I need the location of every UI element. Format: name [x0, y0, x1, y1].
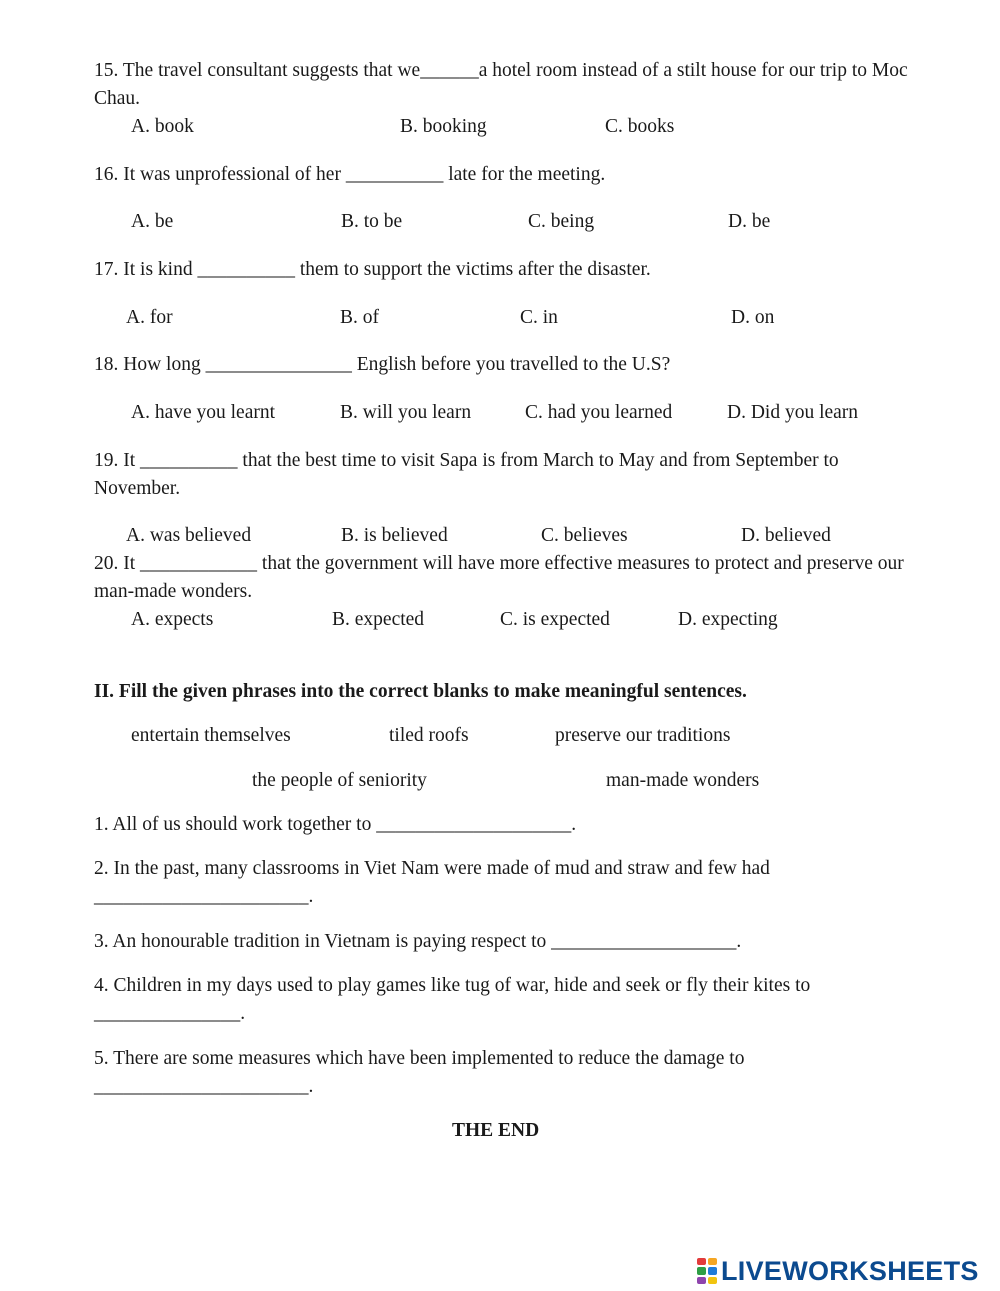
- section-2-heading: II. Fill the given phrases into the correct blanks to make meaningful sentences.: [94, 681, 747, 702]
- question-18-option-a: A. have you learnt: [131, 402, 276, 423]
- question-15-option-b: B. booking: [400, 116, 487, 137]
- question-19-text: 19. It __________ that the best time to visit Sapa is from March to May and from September to November.: [94, 450, 839, 499]
- sentence-3: 3. An honourable tradition in Vietnam is paying respect to ___________________.: [94, 931, 742, 952]
- sentence-1: 1. All of us should work together to ____________________.: [94, 814, 577, 835]
- question-19-option-a: A. was believed: [126, 525, 252, 546]
- question-19-option-b: B. is believed: [341, 525, 448, 546]
- question-17-option-a: A. for: [126, 307, 173, 328]
- liveworksheets-logo[interactable]: [697, 1256, 979, 1286]
- question-17-option-c: C. in: [520, 307, 558, 328]
- question-17-option-d: D. on: [731, 307, 775, 328]
- question-20-option-c: C. is expected: [500, 609, 610, 630]
- logo-square: [708, 1277, 717, 1284]
- the-end-label: THE END: [452, 1120, 540, 1141]
- question-18-option-c: C. had you learned: [525, 402, 673, 423]
- logo-square: [708, 1267, 717, 1274]
- question-17-option-b: B. of: [340, 307, 379, 328]
- question-18-option-b: B. will you learn: [340, 402, 472, 423]
- question-19-option-d: D. believed: [741, 525, 831, 546]
- question-20-option-b: B. expected: [332, 609, 425, 630]
- phrase-man-made-wonders: man-made wonders: [606, 770, 760, 791]
- question-16-option-b: B. to be: [341, 211, 403, 232]
- phrase-entertain-themselves: entertain themselves: [131, 725, 291, 746]
- question-19-option-c: C. believes: [541, 525, 628, 546]
- question-15-text: 15. The travel consultant suggests that we______a hotel room instead of a stilt house for our trip to Moc Chau.: [94, 60, 908, 109]
- logo-square: [697, 1277, 706, 1284]
- sentence-5: 5. There are some measures which have been implemented to reduce the damage to ______________________.: [94, 1048, 745, 1097]
- logo-square: [697, 1258, 706, 1265]
- sentence-4: 4. Children in my days used to play games like tug of war, hide and seek or fly their kites to _______________.: [94, 975, 811, 1024]
- question-16-option-c: C. being: [528, 211, 595, 232]
- phrase-preserve-our-traditions: preserve our traditions: [555, 725, 731, 746]
- phrase-tiled-roofs: tiled roofs: [389, 725, 469, 746]
- question-18-option-d: D. Did you learn: [727, 402, 859, 423]
- question-15-option-a: A. book: [131, 116, 194, 137]
- question-20-option-a: A. expects: [131, 609, 214, 630]
- question-20-option-d: D. expecting: [678, 609, 778, 630]
- logo-square: [708, 1258, 717, 1265]
- question-16-text: 16. It was unprofessional of her __________ late for the meeting.: [94, 164, 606, 185]
- sentence-2: 2. In the past, many classrooms in Viet Nam were made of mud and straw and few had ______________________.: [94, 858, 770, 907]
- question-15-option-c: C. books: [605, 116, 675, 137]
- question-16-option-a: A. be: [131, 211, 174, 232]
- phrase-people-of-seniority: the people of seniority: [252, 770, 427, 791]
- question-18-text: 18. How long _______________ English before you travelled to the U.S?: [94, 354, 671, 375]
- logo-text: LIVEWORKSHEETS: [721, 1256, 979, 1286]
- logo-square: [697, 1267, 706, 1274]
- logo-squares-icon: [697, 1258, 717, 1284]
- question-17-text: 17. It is kind __________ them to support the victims after the disaster.: [94, 259, 651, 280]
- question-16-option-d: D. be: [728, 211, 771, 232]
- question-20-text: 20. It ____________ that the government will have more effective measures to protect and preserve our man-made wonders.: [94, 553, 904, 602]
